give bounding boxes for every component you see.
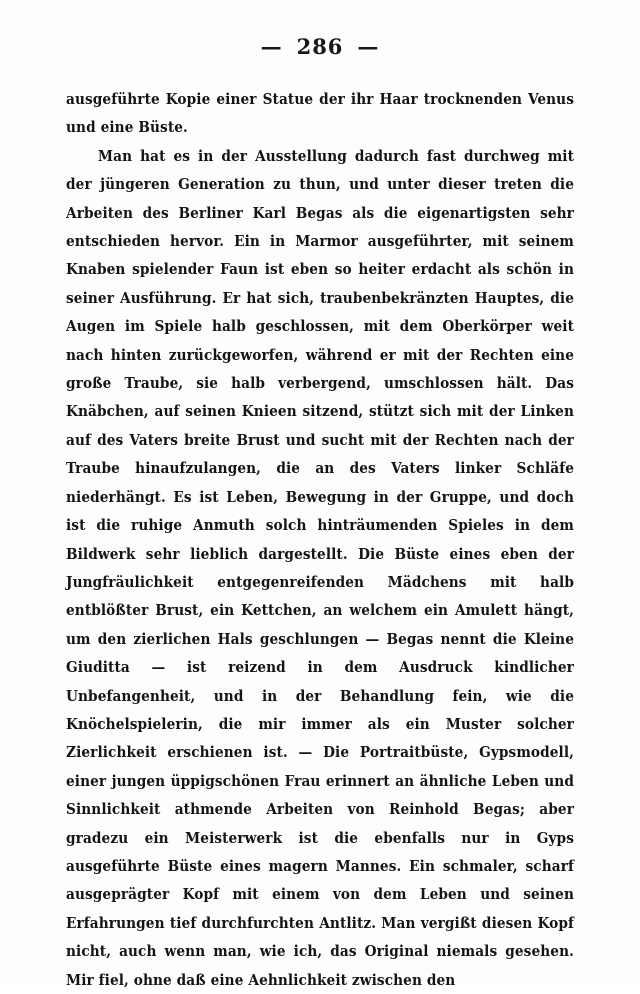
page-body bbox=[66, 85, 574, 994]
page-number: 286 bbox=[296, 34, 344, 59]
header-dash-right: — bbox=[357, 34, 380, 59]
paragraph-1: ausgeführte Kopie einer Statue der ihr Haar trocknenden Venus und eine Büste. bbox=[66, 90, 574, 137]
header-dash-left: — bbox=[260, 34, 283, 59]
page-header bbox=[0, 0, 640, 59]
paragraph-2: Man hat es in der Ausstellung dadurch fast durchweg mit der jüngeren Generation zu thun, und unter dieser treten die Arbeiten des Berliner Karl Begas als die eigenartigsten sehr entschieden hervor. Ein in Marmor ausgeführter, mit seinem Knaben spielender Faun ist eben so heiter erdacht als schön in seiner Ausführung. Er hat sich, traubenbekränzten Hauptes, die Augen im Spiele halb geschlossen, mit dem Oberkörper weit nach hinten zurückgeworfen, während er mit der Rechten eine große Traube, sie halb verbergend, umschlossen hält. Das Knäbchen, auf seinen Knieen sitzend, stützt sich mit der Linken auf des Vaters breite Brust und sucht mit der Rechten nach der Traube hinaufzulangen, die an des Vaters linker Schläfe niederhängt. Es ist Leben, Bewegung in der Gruppe, und doch ist die ruhige Anmuth solch hinträumenden Spieles in dem Bildwerk sehr lieblich dargestellt. Die Büste eines eben der Jungfräulichkeit entgegenreifenden Mädchens mit halb entblößter Brust, ein Kettchen, an welchem ein Amulett hängt, um den zierlichen Hals geschlungen — Begas nennt die Kleine Giuditta — ist reizend in dem Ausdruck kindlicher Unbefangenheit, und in der Behandlung fein, wie die Knöchelspielerin, die mir immer als ein Muster solcher Zierlichkeit erschienen ist. — Die Portraitbüste, Gypsmodell, einer jungen üppigschönen Frau erinnert an ähnliche Leben und Sinnlichkeit athmende Arbeiten von Reinhold Begas; aber gradezu ein Meisterwerk ist die ebenfalls nur in Gyps ausgeführte Büste eines magern Mannes. Ein schmaler, scharf ausgeprägter Kopf mit einem von dem Leben und seinen Erfahrungen tief durchfurchten Antlitz. Man vergißt diesen Kopf nicht, auch wenn man, wie ich, das Original niemals gesehen. Mir fiel, ohne daß eine Aehnlichkeit zwischen den bbox=[66, 146, 574, 989]
